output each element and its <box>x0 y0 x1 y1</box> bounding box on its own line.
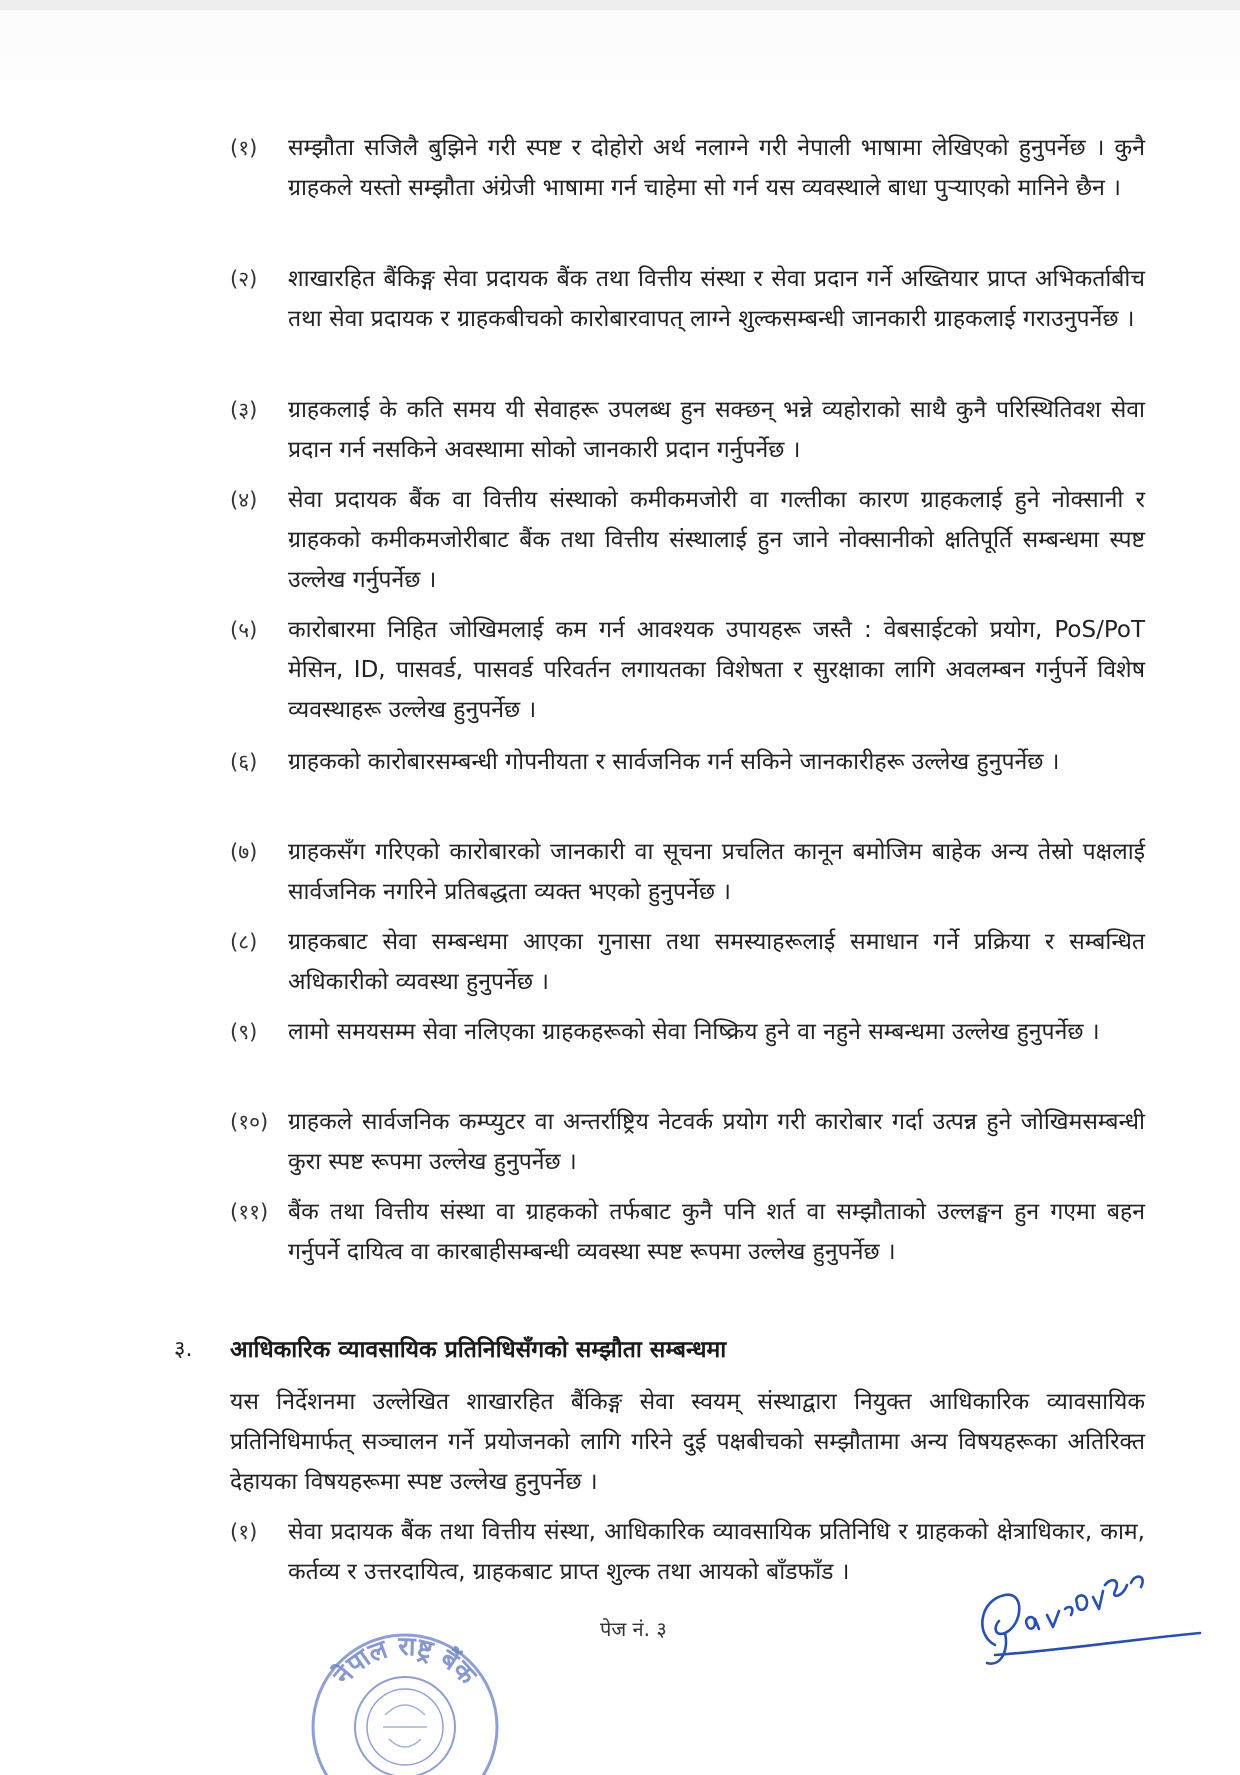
item-text: ग्राहकबाट सेवा सम्बन्धमा आएका गुनासा तथा समस्याहरूलाई समाधान गर्ने प्रक्रिया र सम्बन्धित अधिकारीको व्यवस्था हुनुपर्नेछ । <box>288 929 1145 995</box>
item-text: कारोबारमा निहित जोखिमलाई कम गर्न आवश्यक उपायहरू जस्तै : वेबसाईटको प्रयोग, PoS/PoT मेसिन, ID, पासवर्ड, पासवर्ड परिवर्तन लगायतका विशेषता र सुरक्षाका लागि अवलम्बन गर्नुपर्ने विशेष व्यवस्थाहरू उल्लेख हुनुपर्नेछ । <box>288 617 1145 723</box>
item-number: (१०) <box>230 1110 269 1134</box>
section-title: आधिकारिक व्यावसायिक प्रतिनिधिसँगको सम्झौता सम्बन्धमा <box>230 1337 727 1363</box>
item-text: सेवा प्रदायक बैंक वा वित्तीय संस्थाको कमीकमजोरी वा गल्तीका कारण ग्राहकलाई हुने नोक्सानी र ग्राहकको कमीकमजोरीबाट बैंक तथा वित्तीय संस्थालाई हुन जाने नोक्सानीको क्षतिपूर्ति सम्बन्धमा स्पष्ट उल्लेख गर्नुपर्नेछ । <box>288 487 1145 593</box>
item-number: (२) <box>230 267 258 291</box>
item-text: सम्झौता सजिलै बुझिने गरी स्पष्ट र दोहोरो अर्थ नलाग्ने गरी नेपाली भाषामा लेखिएको हुनुपर्नेछ । कुनै ग्राहकले यस्तो सम्झौता अंग्रेजी भाषामा गर्न चाहेमा सो गर्न यस व्यवस्थाले बाधा पुऱ्याएको मानिने छैन । <box>288 135 1145 201</box>
section-number: ३. <box>174 1337 193 1362</box>
item-text: लामो समयसम्म सेवा नलिएका ग्राहकहरूको सेवा निष्क्रिय हुने वा नहुने सम्बन्धमा उल्लेख हुनुपर्नेछ । <box>288 1019 1100 1045</box>
svg-text:नेपाल राष्ट्र बैंक <box>326 1632 482 1691</box>
item-number: (९) <box>230 1020 258 1044</box>
handwritten-signature <box>965 1555 1210 1675</box>
item-text: ग्राहकलाई के कति समय यी सेवाहरू उपलब्ध हुन सक्छन् भन्ने व्यहोराको साथै कुनै परिस्थितिवश सेवा प्रदान गर्न नसकिने अवस्थामा सोको जानकारी प्रदान गर्नुपर्नेछ । <box>288 397 1145 463</box>
item-text: शाखारहित बैंकिङ्ग सेवा प्रदायक बैंक तथा वित्तीय संस्था र सेवा प्रदान गर्ने अख्तियार प्राप्त अभिकर्ताबीच तथा सेवा प्रदायक र ग्राहकबीचको कारोबारवापत् लाग्ने शुल्कसम्बन्धी जानकारी ग्राहकलाई गराउनुपर्नेछ । <box>288 266 1145 332</box>
scan-top-edge <box>0 0 1240 10</box>
page-number: पेज नं. ३ <box>600 1617 667 1641</box>
stamp-lettering: नेपाल राष्ट्र बैंक <box>327 1631 482 1691</box>
item-number: (६) <box>230 750 258 774</box>
item-number: (५) <box>230 618 258 642</box>
item-number: (१) <box>230 1520 258 1544</box>
item-text: ग्राहकसँग गरिएको कारोबारको जानकारी वा सूचना प्रचलित कानून बमोजिम बाहेक अन्य तेस्रो पक्षलाई सार्वजनिक नगरिने प्रतिबद्धता व्यक्त भएको हुनुपर्नेछ । <box>288 839 1145 905</box>
item-number: (७) <box>230 840 258 864</box>
item-number: (११) <box>230 1200 269 1224</box>
item-number: (८) <box>230 930 258 954</box>
item-number: (१) <box>230 136 258 160</box>
section-intro-paragraph: यस निर्देशनमा उल्लेखित शाखारहित बैंकिङ्ग सेवा स्वयम् संस्थाद्वारा नियुक्त आधिकारिक व्यावसायिक प्रतिनिधिमार्फत् सञ्चालन गर्ने प्रयोजनको लागि गरिने दुई पक्षबीचको सम्झौतामा अन्य विषयहरूका अतिरिक्त देहायका विषयहरूमा स्पष्ट उल्लेख हुनुपर्नेछ । <box>230 1389 1145 1495</box>
item-text: सेवा प्रदायक बैंक तथा वित्तीय संस्था, आधिकारिक व्यावसायिक प्रतिनिधि र ग्राहकको क्षेत्राधिकार, काम, कर्तव्य र उत्तरदायित्व, ग्राहकबाट प्राप्त शुल्क तथा आयको बाँडफाँड । <box>288 1519 1145 1585</box>
bank-seal-stamp <box>305 1615 505 1775</box>
item-text: ग्राहकको कारोबारसम्बन्धी गोपनीयता र सार्वजनिक गर्न सकिने जानकारीहरू उल्लेख हुनुपर्नेछ । <box>288 749 1060 775</box>
item-text: ग्राहकले सार्वजनिक कम्प्युटर वा अन्तर्राष्ट्रिय नेटवर्क प्रयोग गरी कारोबार गर्दा उत्पन्न हुने जोखिमसम्बन्धी कुरा स्पष्ट रूपमा उल्लेख हुनुपर्नेछ । <box>288 1109 1145 1175</box>
item-number: (३) <box>230 398 258 422</box>
item-text: बैंक तथा वित्तीय संस्था वा ग्राहकको तर्फबाट कुनै पनि शर्त वा सम्झौताको उल्लङ्घन हुन गएमा बहन गर्नुपर्ने दायित्व वा कारबाहीसम्बन्धी व्यवस्था स्पष्ट रूपमा उल्लेख हुनुपर्नेछ । <box>288 1199 1145 1265</box>
item-number: (४) <box>230 488 258 512</box>
